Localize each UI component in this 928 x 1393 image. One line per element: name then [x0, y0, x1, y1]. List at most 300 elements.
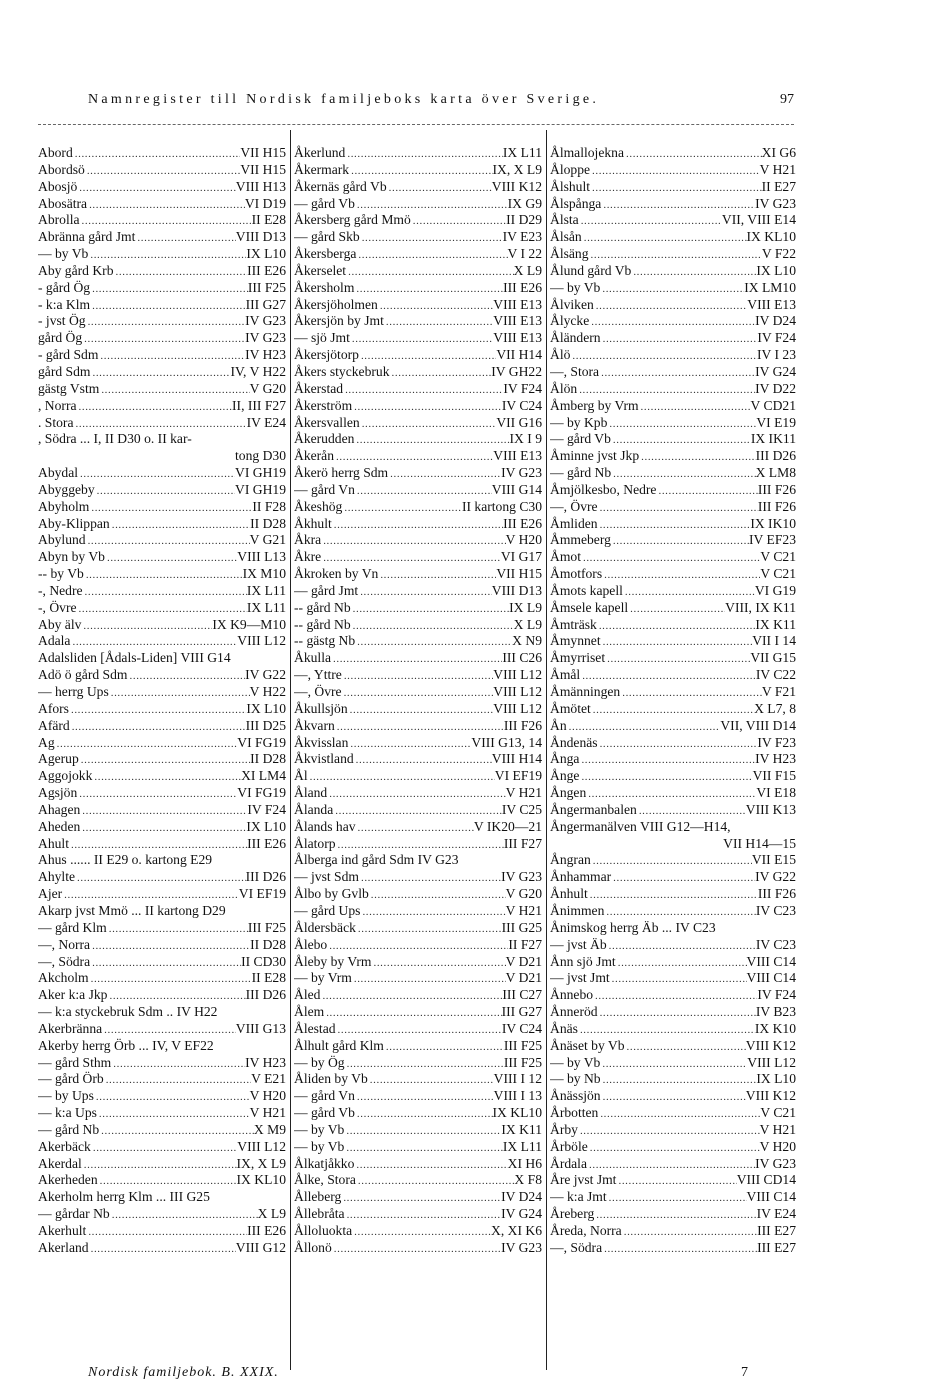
dot-leader — [70, 634, 237, 650]
index-column-1 — [38, 145, 286, 1257]
entry-name: Abordsö — [38, 161, 85, 177]
dot-leader — [99, 382, 249, 398]
entry-reference: IV E23 — [502, 229, 542, 245]
index-entry — [294, 499, 542, 516]
entry-name: — jvst Sdm — [294, 869, 359, 885]
entry-reference: X L9 — [513, 616, 542, 632]
entry-reference: V H20 — [759, 1138, 796, 1154]
dot-leader — [601, 197, 755, 213]
dot-leader — [84, 567, 243, 583]
dot-leader — [390, 365, 492, 381]
entry-name: Ånhult — [550, 886, 588, 902]
entry-name: Ånimskog herrg Äb ... IV C23 — [550, 919, 716, 935]
entry-reference: IV F24 — [503, 380, 542, 396]
dot-leader — [346, 264, 514, 280]
entry-name: — gård Jmt — [294, 582, 359, 598]
dot-leader — [69, 837, 247, 853]
index-entry — [550, 785, 796, 802]
entry-name: Ålem — [294, 1004, 325, 1020]
entry-reference: IV G23 — [245, 330, 286, 346]
index-entry — [294, 549, 542, 566]
entry-name: Åmots kapell — [550, 582, 623, 598]
dot-leader — [623, 584, 755, 600]
dot-leader — [87, 197, 245, 213]
index-entry — [38, 162, 286, 179]
index-entry — [294, 1055, 542, 1072]
dot-leader — [384, 314, 493, 330]
entry-reference: VIII E13 — [747, 296, 796, 312]
entry-name: Abränna gård Jmt — [38, 229, 136, 245]
entry-reference: IV I 23 — [756, 347, 796, 363]
entry-name: Åkulla — [294, 650, 331, 666]
dot-leader — [348, 736, 471, 752]
entry-name: Ahult — [38, 835, 69, 851]
index-entry — [550, 1004, 796, 1021]
dot-leader — [631, 264, 756, 280]
entry-name: Ålanda — [294, 801, 334, 817]
entry-name: Ånhammar — [550, 869, 612, 885]
index-entry — [38, 398, 286, 415]
entry-reference: III E26 — [503, 515, 542, 531]
entry-reference: IX L11 — [502, 145, 542, 160]
entry-reference: II E28 — [251, 212, 286, 228]
entry-name: Ålbo by Gvlb — [294, 886, 369, 902]
entry-name: -- by Vb — [38, 566, 84, 582]
entry-name: Åkeshög — [294, 498, 343, 514]
index-entry — [550, 751, 796, 768]
dot-leader — [334, 449, 493, 465]
index-entry — [294, 263, 542, 280]
index-entry — [294, 162, 542, 179]
index-entry — [550, 735, 796, 752]
dot-leader — [356, 1173, 515, 1189]
dot-leader — [81, 618, 212, 634]
dot-leader — [360, 416, 497, 432]
entry-name: Ånneröd — [550, 1004, 598, 1020]
entry-reference: V F22 — [761, 246, 796, 262]
entry-name: Agsjön — [38, 785, 78, 801]
dot-leader — [355, 1106, 493, 1122]
entry-reference: III D26 — [245, 987, 286, 1003]
entry-name: Aby älv — [38, 616, 82, 632]
index-entry — [550, 1122, 796, 1139]
entry-name: — gård Klm — [38, 919, 107, 935]
dot-leader — [98, 348, 245, 364]
dot-leader — [55, 736, 238, 752]
entry-name: — k:a Ups — [38, 1105, 97, 1121]
entry-reference: III E26 — [247, 835, 286, 851]
entry-name: — gård Vn — [294, 481, 355, 497]
entry-name: Åmsele kapell — [550, 599, 629, 615]
dot-leader — [102, 1022, 236, 1038]
entry-name: Åkersjön by Jmt — [294, 313, 384, 329]
index-entry — [294, 937, 542, 954]
dot-leader — [344, 1123, 501, 1139]
index-entry — [294, 1139, 542, 1156]
dot-leader — [342, 685, 494, 701]
entry-name: , Södra ... I, II D30 o. II kar- — [38, 431, 192, 447]
entry-name: — by Vb — [38, 246, 89, 262]
dot-leader — [354, 1157, 507, 1173]
entry-reference: VII E15 — [751, 852, 796, 868]
entry-name: Abyholm — [38, 498, 90, 514]
entry-name: —, Norra — [38, 936, 91, 952]
entry-name: — by Vb — [294, 1138, 345, 1154]
index-column-3 — [550, 145, 796, 1257]
entry-reference: VIII E13 — [493, 448, 542, 464]
index-entry — [550, 1021, 796, 1038]
entry-name: -- gård Nb — [294, 616, 351, 632]
index-entry — [294, 179, 542, 196]
entry-reference: VII, VIII E14 — [721, 212, 796, 228]
index-entry — [550, 684, 796, 701]
dot-leader — [79, 752, 250, 768]
dot-leader — [95, 483, 235, 499]
dot-leader — [359, 348, 496, 364]
entry-reference: VIII L12 — [747, 1054, 796, 1070]
entry-reference: II D29 — [506, 212, 542, 228]
dot-leader — [336, 1022, 502, 1038]
entry-reference: VIII D13 — [235, 229, 286, 245]
entry-reference: VI G17 — [500, 549, 542, 565]
dot-leader — [107, 988, 245, 1004]
index-entry — [38, 802, 286, 819]
index-entry — [38, 819, 286, 836]
entry-name: Åmål — [550, 667, 581, 683]
dot-leader — [589, 247, 762, 263]
entry-name: Ån — [550, 717, 567, 733]
index-entry — [550, 1189, 796, 1206]
entry-name: Åmliden — [550, 515, 598, 531]
entry-reference: V H21 — [759, 161, 796, 177]
entry-name: Åkerlund — [294, 145, 346, 160]
entry-reference: tong D30 — [235, 448, 286, 464]
entry-reference: IV F24 — [757, 330, 796, 346]
entry-reference: III F26 — [757, 481, 796, 497]
index-entry — [38, 1055, 286, 1072]
dot-leader — [598, 500, 758, 516]
dot-leader — [355, 1089, 494, 1105]
dot-leader — [601, 1089, 746, 1105]
index-entry — [550, 330, 796, 347]
dot-leader — [567, 719, 721, 735]
entry-name: Åkersberg gård Mmö — [294, 212, 411, 228]
entry-name: —, Södra — [38, 953, 91, 969]
entry-name: Åland — [294, 785, 328, 801]
dot-leader — [602, 567, 760, 583]
entry-name: , Norra — [38, 397, 77, 413]
dot-leader — [607, 938, 756, 954]
entry-name: Abosätra — [38, 195, 88, 211]
entry-reference: VI E18 — [756, 785, 796, 801]
entry-name: Ag — [38, 734, 55, 750]
dot-leader — [607, 1190, 747, 1206]
entry-name: — gård Vn — [294, 1088, 355, 1104]
entry-name: Åliden by Vb — [294, 1071, 368, 1087]
entry-reference: IV G22 — [755, 869, 796, 885]
entry-name: Åländern — [550, 330, 601, 346]
entry-reference: VIII E13 — [493, 330, 542, 346]
entry-reference: VIII L12 — [237, 633, 286, 649]
entry-reference: II F27 — [508, 936, 542, 952]
entry-reference: XI G6 — [761, 145, 796, 160]
entry-reference: X F8 — [514, 1172, 542, 1188]
entry-name: Akerby herrg Örb ... IV, V EF22 — [38, 1037, 214, 1053]
entry-name: — by Vb — [550, 279, 601, 295]
dot-leader — [324, 1005, 501, 1021]
entry-reference: VIII K12 — [745, 1037, 796, 1053]
index-entry — [294, 196, 542, 213]
entry-reference: VII H15 — [496, 566, 542, 582]
dot-leader — [98, 1173, 237, 1189]
dot-leader — [579, 213, 722, 229]
index-entry — [550, 313, 796, 330]
dot-leader — [77, 786, 237, 802]
entry-name: — by Nb — [550, 1071, 601, 1087]
entry-name: Ahus ...... II E29 o. kartong E29 — [38, 852, 213, 868]
dot-leader — [77, 399, 233, 415]
dot-leader — [607, 416, 756, 432]
page-number: 97 — [780, 92, 794, 107]
index-entry — [550, 145, 796, 162]
entry-reference: III D26 — [755, 448, 796, 464]
index-entry — [294, 482, 542, 499]
index-entry — [294, 313, 542, 330]
index-entry — [38, 886, 286, 903]
index-entry — [550, 1071, 796, 1088]
index-entry — [550, 566, 796, 583]
index-entry — [294, 583, 542, 600]
column-divider-1 — [290, 130, 291, 1370]
entry-name: Ånäset by Vb — [550, 1037, 625, 1053]
entry-reference: IX, X L9 — [492, 161, 542, 177]
entry-reference: X, XI K6 — [491, 1223, 542, 1238]
entry-reference: IX L10 — [246, 246, 286, 262]
index-entry — [550, 398, 796, 415]
entry-reference: IV C23 — [755, 936, 796, 952]
entry-reference: VIII L12 — [237, 1138, 286, 1154]
entry-reference: III F25 — [247, 279, 286, 295]
entry-reference: VIII E13 — [493, 313, 542, 329]
index-entry — [38, 1172, 286, 1189]
entry-name: Åmötet — [550, 700, 591, 716]
entry-reference: V C21 — [760, 1105, 796, 1121]
dot-leader — [570, 348, 757, 364]
entry-name: Abylund — [38, 532, 86, 548]
dot-leader — [97, 1106, 250, 1122]
index-entry — [38, 1071, 286, 1088]
index-entry — [294, 398, 542, 415]
entry-reference: II D28 — [250, 515, 286, 531]
dot-leader — [586, 786, 756, 802]
dot-leader — [342, 500, 462, 516]
entry-name: Åkre — [294, 549, 322, 565]
entry-name: Årdala — [550, 1155, 587, 1171]
index-entry — [38, 1088, 286, 1105]
entry-name: Adalsliden [Ådals-Liden] VIII G14 — [38, 650, 231, 666]
index-entry — [38, 633, 286, 650]
entry-name: — k:a styckebruk Sdm .. IV H22 — [38, 1004, 218, 1020]
page-footer — [88, 1365, 748, 1385]
index-entry — [294, 1122, 542, 1139]
entry-name: — jvst Äb — [550, 936, 607, 952]
dot-leader — [591, 853, 752, 869]
dot-leader — [341, 1190, 501, 1206]
entry-reference: III E26 — [247, 1223, 286, 1238]
index-entry — [38, 684, 286, 701]
index-entry — [294, 431, 542, 448]
dot-leader — [82, 1157, 237, 1173]
entry-name: Ahylte — [38, 869, 75, 885]
entry-reference: IX KL10 — [746, 229, 796, 245]
index-entry — [38, 212, 286, 229]
index-entry — [294, 701, 542, 718]
entry-reference: VII G15 — [750, 650, 796, 666]
dot-leader — [85, 163, 240, 179]
entry-name: — sjö Jmt — [294, 330, 350, 346]
entry-reference: IX L11 — [246, 599, 286, 615]
entry-name: Åloppe — [550, 161, 591, 177]
entry-reference: IX, X L9 — [236, 1155, 286, 1171]
index-entry — [550, 869, 796, 886]
dot-leader — [74, 416, 247, 432]
entry-reference: IX L11 — [502, 1138, 542, 1154]
dot-leader — [602, 1241, 757, 1257]
index-entry — [38, 1189, 286, 1206]
index-entry — [550, 667, 796, 684]
entry-name: —, Övre — [550, 498, 598, 514]
entry-name: Årböle — [550, 1138, 588, 1154]
entry-reference: VI FG19 — [237, 785, 286, 801]
entry-reference: VIII CD14 — [736, 1172, 796, 1188]
index-entry — [294, 667, 542, 684]
entry-name: Ålands hav — [294, 818, 356, 834]
entry-name: Akcholm — [38, 970, 89, 986]
index-entry — [294, 465, 542, 482]
index-entry — [294, 566, 542, 583]
index-entry — [294, 1172, 542, 1189]
dot-leader — [611, 870, 755, 886]
entry-name: —, Yttre — [294, 667, 342, 683]
entry-name: — gård Vb — [294, 195, 355, 211]
index-entry — [550, 381, 796, 398]
index-entry — [38, 1021, 286, 1038]
entry-name: Åkersjöholmen — [294, 296, 378, 312]
dot-leader — [598, 736, 758, 752]
index-entry — [550, 431, 796, 448]
entry-name: Ålsäng — [550, 246, 589, 262]
entry-name: —, Stora — [550, 363, 600, 379]
entry-reference: V G20 — [249, 380, 286, 396]
index-entry — [294, 802, 542, 819]
entry-name: — k:a Jmt — [550, 1189, 607, 1205]
entry-name: Årby — [550, 1121, 578, 1137]
index-entry — [294, 297, 542, 314]
entry-name: -- gästg Nb — [294, 633, 356, 649]
index-entry — [38, 229, 286, 246]
index-entry — [38, 330, 286, 347]
entry-name: Abydal — [38, 465, 79, 481]
index-entry — [550, 718, 796, 735]
entry-reference: XI H6 — [507, 1155, 542, 1171]
dot-leader — [625, 1039, 746, 1055]
entry-name: Akerhult — [38, 1223, 87, 1238]
index-entry — [294, 886, 542, 903]
entry-reference: V C21 — [760, 549, 796, 565]
entry-name: — gård Nb — [38, 1121, 100, 1137]
index-entry — [38, 920, 286, 937]
dot-leader — [83, 584, 247, 600]
entry-reference: IX M10 — [242, 566, 286, 582]
index-entry — [294, 1156, 542, 1173]
entry-name: Ånnebo — [550, 987, 594, 1003]
entry-reference: IX K11 — [755, 616, 796, 632]
dot-leader — [90, 955, 241, 971]
dot-leader — [109, 685, 250, 701]
dot-leader — [321, 550, 501, 566]
dot-leader — [579, 769, 752, 785]
dot-leader — [610, 971, 747, 987]
dot-leader — [622, 1224, 757, 1240]
index-entry — [38, 313, 286, 330]
header-rule — [38, 124, 794, 125]
entry-name: Ånn sjö Jmt — [550, 953, 616, 969]
dot-leader — [580, 668, 756, 684]
entry-reference: VIII G13, 14 — [471, 734, 542, 750]
index-entry — [294, 600, 542, 617]
entry-name: — herrg Ups — [38, 684, 109, 699]
dot-leader — [616, 1173, 736, 1189]
index-entry — [38, 667, 286, 684]
entry-reference: VI D19 — [244, 195, 286, 211]
index-entry — [550, 1240, 796, 1257]
entry-reference: IX K9—M10 — [212, 616, 286, 632]
dot-leader — [579, 752, 755, 768]
index-entry — [550, 263, 796, 280]
index-entry — [294, 1038, 542, 1055]
entry-reference: III E26 — [503, 279, 542, 295]
dot-leader — [656, 483, 757, 499]
entry-reference: V G20 — [505, 886, 542, 902]
entry-reference: IV G23 — [501, 1239, 542, 1255]
index-entry — [294, 768, 542, 785]
entry-reference: IX IK11 — [750, 431, 796, 447]
entry-name: Akerbäck — [38, 1138, 91, 1154]
entry-reference: IV G23 — [755, 1155, 796, 1171]
dot-leader — [616, 955, 747, 971]
dot-leader — [354, 281, 503, 297]
index-entry — [550, 297, 796, 314]
entry-reference: V CD21 — [750, 397, 796, 413]
index-entry — [550, 1206, 796, 1223]
entry-reference: VIII I 12 — [493, 1071, 542, 1087]
entry-name: Agerup — [38, 751, 79, 767]
entry-reference: V D21 — [505, 970, 542, 986]
index-entry — [294, 1105, 542, 1122]
index-entry — [294, 650, 542, 667]
dot-leader — [356, 820, 474, 836]
dot-leader — [598, 1106, 760, 1122]
index-entry — [38, 617, 286, 634]
dot-leader — [597, 618, 756, 634]
entry-name: Ångermanbalen — [550, 801, 637, 817]
entry-reference: VII H14—15 — [723, 835, 796, 851]
index-entry — [550, 482, 796, 499]
entry-reference: III D25 — [245, 717, 286, 733]
dot-leader — [320, 988, 502, 1004]
dot-leader — [388, 466, 501, 482]
entry-name: -- gård Nb — [294, 599, 351, 615]
